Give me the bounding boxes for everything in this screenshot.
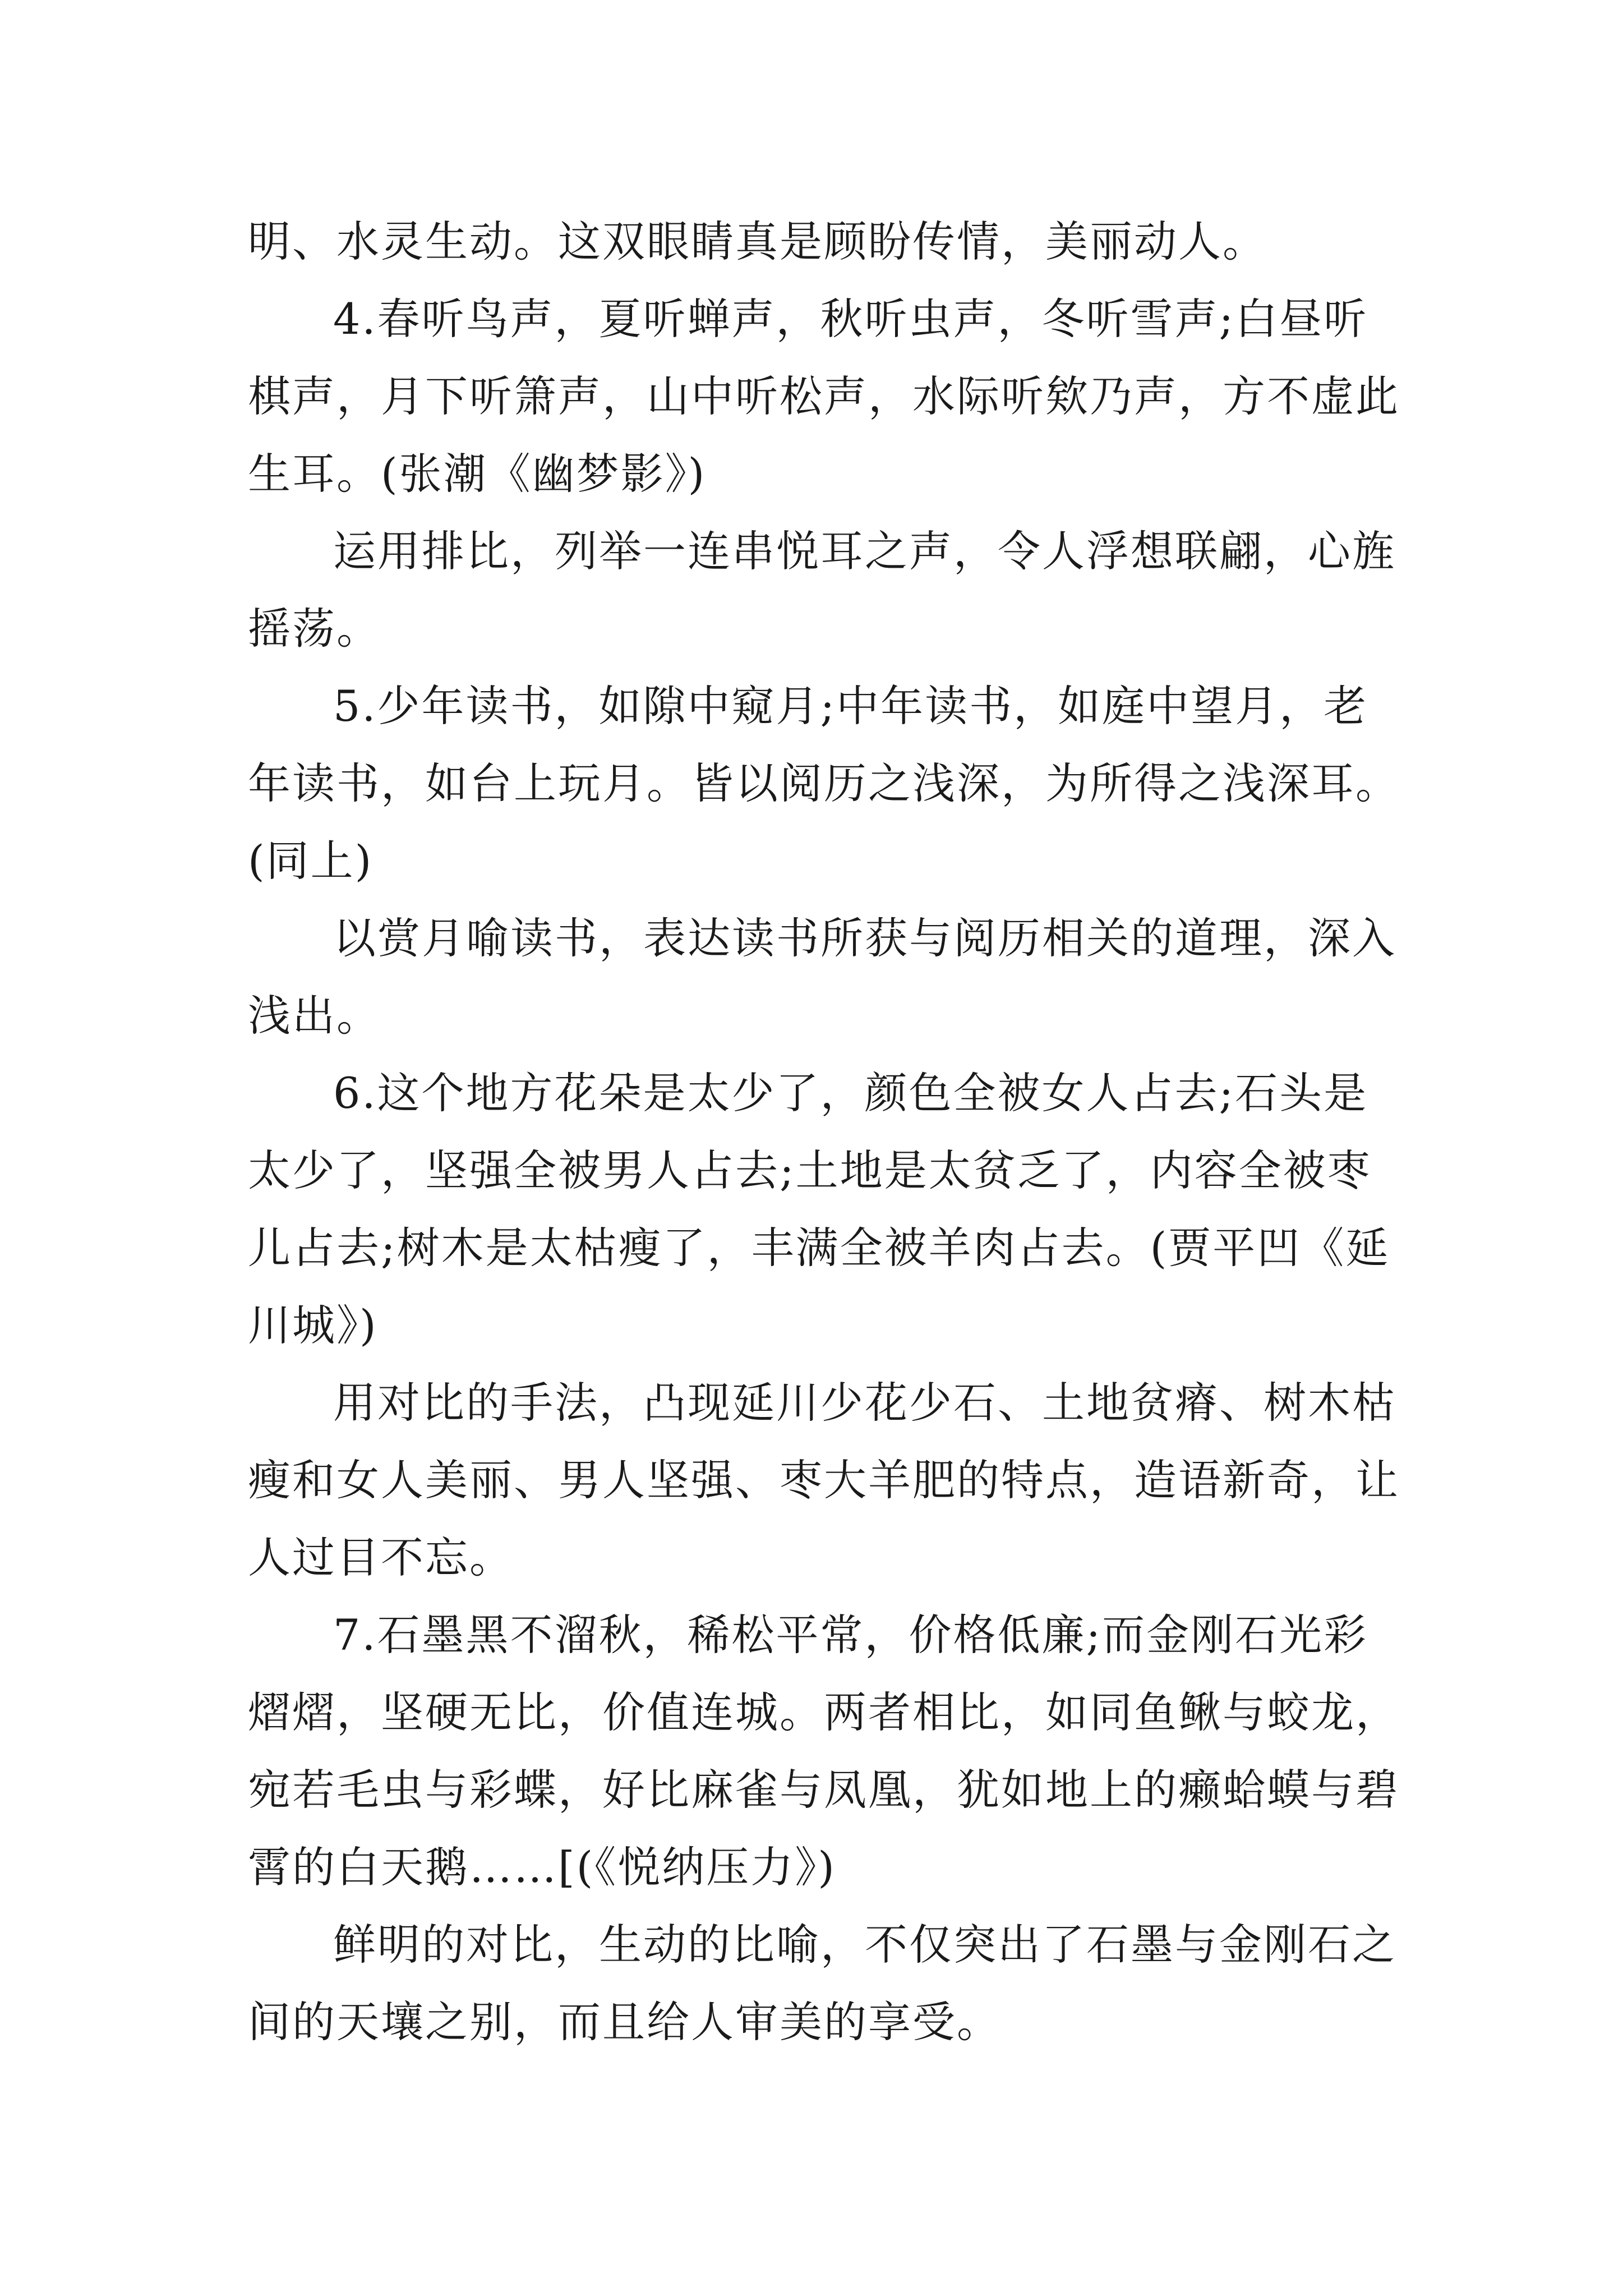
- text-line-2: 4.春听鸟声，夏听蝉声，秋听虫声，冬听雪声;白昼听: [333, 294, 1368, 344]
- text-line-15: 川城》): [248, 1300, 378, 1350]
- text-line-10: 以赏月喻读书，表达读书所获与阅历相关的道理，深入: [333, 913, 1396, 963]
- text-line-1: 明、水灵生动。这双眼睛真是顾盼传情，美丽动人。: [248, 217, 1267, 266]
- text-line-12: 6.这个地方花朵是太少了，颜色全被女人占去;石头是: [333, 1068, 1368, 1118]
- text-line-5: 运用排比，列举一连串悦耳之声，令人浮想联翩，心旌: [333, 526, 1396, 576]
- text-line-24: 间的天壤之别，而且给人审美的享受。: [248, 1997, 1001, 2047]
- text-line-17: 瘦和女人美丽、男人坚强、枣大羊肥的特点，造语新奇，让: [248, 1455, 1400, 1505]
- text-line-19: 7.石墨黑不溜秋，稀松平常，价格低廉;而金刚石光彩: [333, 1610, 1368, 1660]
- document-text: [248, 203, 1400, 2061]
- text-line-20: 熠熠，坚硬无比，价值连城。两者相比，如同鱼鳅与蛟龙，: [248, 1687, 1400, 1737]
- text-line-23: 鲜明的对比，生动的比喻，不仅突出了石墨与金刚石之: [333, 1920, 1396, 1970]
- text-line-7: 5.少年读书，如隙中窥月;中年读书，如庭中望月，老: [333, 681, 1368, 731]
- text-line-18: 人过目不忘。: [248, 1533, 514, 1582]
- text-line-16: 用对比的手法，凸现延川少花少石、土地贫瘠、树木枯: [333, 1378, 1396, 1428]
- text-line-22: 霄的白天鹅……[(《悦纳压力》): [248, 1842, 836, 1892]
- text-line-21: 宛若毛虫与彩蝶，好比麻雀与凤凰，犹如地上的癞蛤蟆与碧: [248, 1765, 1400, 1815]
- text-line-6: 摇荡。: [248, 604, 381, 654]
- text-line-8: 年读书，如台上玩月。皆以阅历之浅深，为所得之浅深耳。: [248, 758, 1400, 808]
- text-line-4: 生耳。(张潮《幽梦影》): [248, 449, 707, 499]
- text-line-11: 浅出。: [248, 991, 381, 1041]
- text-line-9: (同上): [248, 836, 374, 886]
- text-line-3: 棋声，月下听箫声，山中听松声，水际听欸乃声，方不虚此: [248, 371, 1400, 421]
- text-line-13: 太少了，坚强全被男人占去;土地是太贫乏了，内容全被枣: [248, 1145, 1372, 1195]
- text-line-14: 儿占去;树木是太枯瘦了，丰满全被羊肉占去。(贾平凹《延: [248, 1223, 1390, 1273]
